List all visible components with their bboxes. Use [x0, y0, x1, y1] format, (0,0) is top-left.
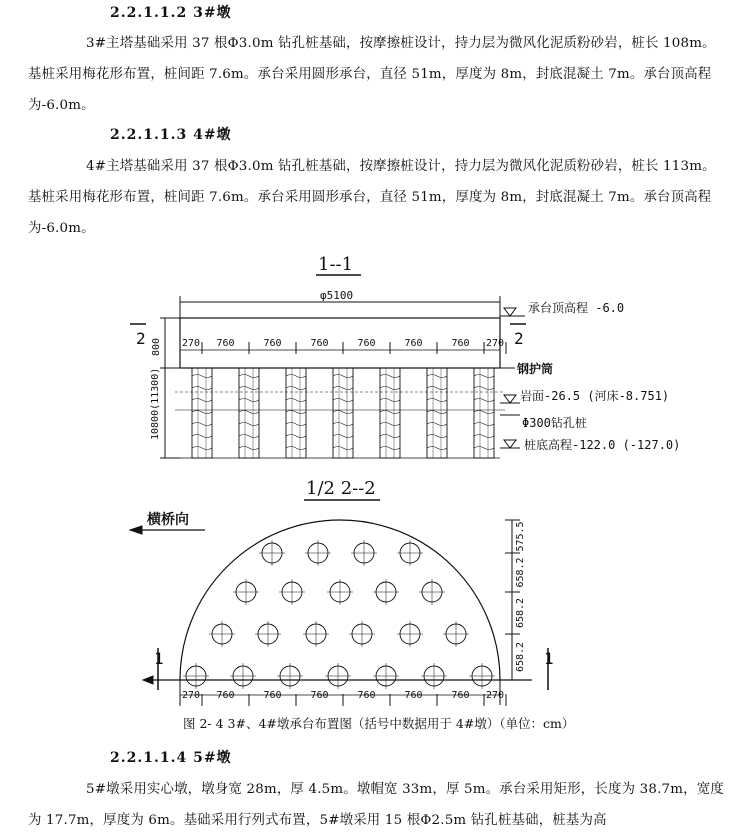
cut-mark-right: 2 — [514, 329, 524, 348]
section-heading-3: 2.2.1.1.2 3#墩 — [110, 5, 232, 21]
spacing-dim: 270 — [485, 338, 505, 349]
top-spacing-dims — [180, 338, 506, 354]
spacing-dim: 760 — [404, 690, 423, 701]
vertical-dim: 658.2 — [515, 597, 526, 629]
section-2-title: 1/2 2--2 — [306, 478, 376, 499]
section-1-title: 1--1 — [318, 254, 354, 275]
direction-label: 横桥向 — [147, 512, 189, 528]
section-heading-4: 2.2.1.1.3 4#墩 — [110, 127, 232, 143]
cap-top-label: 承台顶高程 -6.0 — [528, 301, 625, 315]
spacing-dim: 760 — [310, 690, 329, 701]
spacing-dim: 270 — [181, 690, 201, 701]
cut-mark-left: 2 — [136, 329, 146, 348]
vertical-dim: 658.2 — [515, 557, 526, 588]
pile-columns — [192, 368, 494, 458]
vertical-dim: 658.2 — [515, 641, 526, 673]
cut-mark-1-left: 1 — [154, 649, 164, 668]
casing-label: 钢护筒 — [517, 362, 554, 376]
figure-caption: 图 2- 4 3#、4#墩承台布置图（括号中数据用于 4#墩）（单位：cm） — [183, 716, 575, 731]
spacing-dim: 760 — [310, 338, 329, 349]
pile-bottom-label: 桩底高程-122.0 (-127.0) — [524, 438, 681, 452]
pile-length-label: 10800(11300) — [150, 367, 161, 440]
spacing-dim: 760 — [357, 690, 376, 701]
spacing-dim: 760 — [451, 338, 470, 349]
paragraph-text: 5#墩采用实心墩，墩身宽 28m，厚 4.5m。墩帽宽 33m，厚 5m。承台采用矩形，长度为 38.7m，宽度为 17.7m，厚度为 6m。基础采用行列式布置，5#墩采用 15 根Φ2.5m 钻孔桩基础，桩基为高 — [28, 782, 724, 828]
cut-mark-1-right: 1 — [544, 649, 554, 668]
spacing-dim: 760 — [216, 690, 235, 701]
spacing-dim: 760 — [263, 690, 282, 701]
paragraph-pier-5 — [28, 774, 728, 836]
section-heading-5: 2.2.1.1.4 5#墩 — [110, 750, 232, 766]
spacing-dim: 760 — [357, 338, 376, 349]
paragraph-text: 4#主塔基础采用 37 根Φ3.0m 钻孔桩基础，按摩擦桩设计，持力层为微风化泥质粉砂岩，桩长 113m。基桩采用梅花形布置，桩间距 7.6m。承台采用圆形承台，直径 51m，厚度为 8m，封底混凝土 7m。承台顶高程为-6.0m。 — [28, 159, 716, 236]
vertical-dims — [505, 520, 526, 680]
spacing-dim: 760 — [451, 690, 470, 701]
spacing-dim: 760 — [216, 338, 235, 349]
spacing-dim: 760 — [263, 338, 282, 349]
spacing-dim: 270 — [485, 690, 505, 701]
diameter-label: φ5100 — [320, 289, 354, 302]
bottom-spacing-dims — [180, 690, 506, 706]
pile-label: Φ300钻孔桩 — [522, 416, 587, 430]
spacing-dim: 760 — [404, 338, 423, 349]
vertical-dim: 575.5 — [515, 521, 526, 552]
paragraph-text: 3#主塔基础采用 37 根Φ3.0m 钻孔桩基础，按摩擦桩设计，持力层为微风化泥质粉砂岩，桩长 108m。基桩采用梅花形布置，桩间距 7.6m。承台采用圆形承台，直径 51m，厚度为 8m，封底混凝土 7m。承台顶高程为-6.0m。 — [28, 36, 716, 113]
rock-label: 岩面-26.5 (河床-8.751) — [520, 389, 670, 403]
cap-height-label: 800 — [151, 337, 162, 356]
spacing-dim: 270 — [181, 338, 201, 349]
